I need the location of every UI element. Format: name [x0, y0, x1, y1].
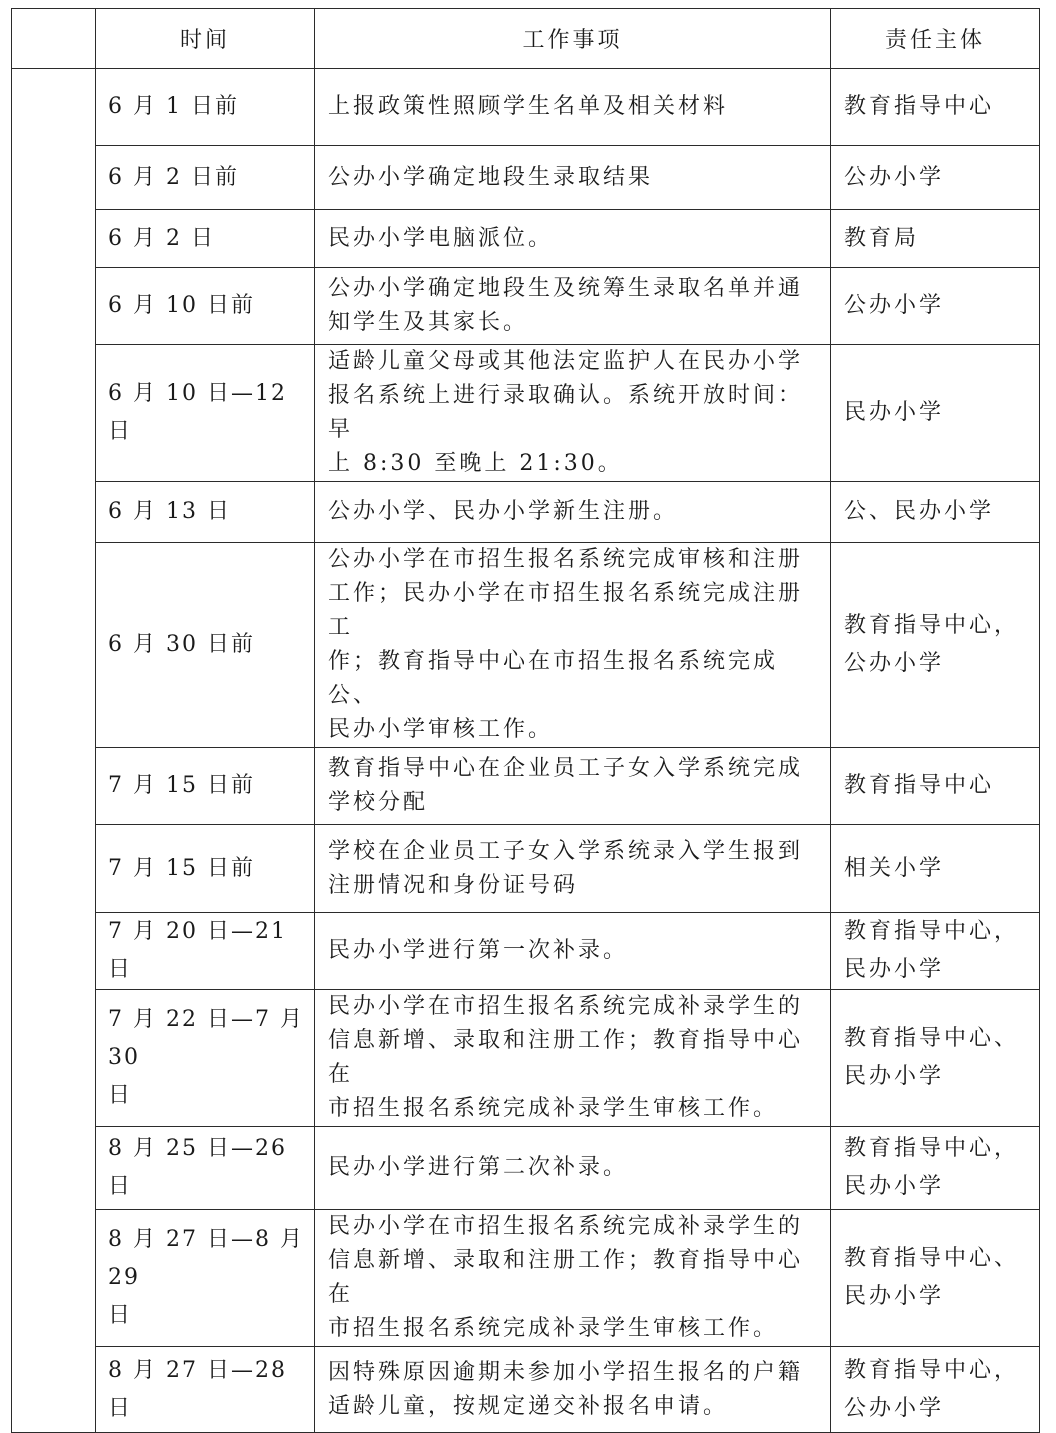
row-owner: 教育局: [844, 225, 920, 251]
row-item: 民办小学在市招生报名系统完成补录学生的 信息新增、录取和注册工作；教育指导中心在 市招生报名系统完成补录学生审核工作。: [328, 1214, 804, 1341]
row-owner: 公办小学: [844, 293, 945, 318]
row-owner: 公、民办小学: [844, 499, 995, 524]
row-owner: 公办小学: [844, 164, 945, 190]
row-owner: 教育指导中心: [844, 773, 995, 798]
row-owner: 教育指导中心， 公办小学: [844, 613, 1020, 676]
table-row: [12, 913, 1040, 990]
header-item: 工作事项: [315, 9, 831, 69]
row-time: 6 月 1 日前: [108, 94, 239, 119]
table-row: [12, 990, 1040, 1127]
table-row: [12, 1347, 1040, 1433]
table-row: [12, 345, 1040, 482]
row-time: 7 月 15 日前: [108, 855, 255, 881]
row-item: 公办小学、民办小学新生注册。: [328, 499, 679, 524]
row-time: 6 月 10 日—12 日: [108, 381, 287, 444]
row-time: 6 月 2 日前: [108, 164, 239, 190]
row-time: 7 月 20 日—21 日: [108, 919, 287, 982]
row-item: 上报政策性照顾学生名单及相关材料: [328, 94, 729, 119]
table-row: [12, 543, 1040, 748]
row-owner: 教育指导中心， 公办小学: [844, 1357, 1020, 1421]
table-row: [12, 482, 1040, 543]
row-owner: 民办小学: [844, 400, 945, 425]
row-item: 民办小学电脑派位。: [328, 225, 554, 251]
row-time: 8 月 27 日—28 日: [108, 1357, 287, 1421]
table-row: [12, 146, 1040, 210]
row-owner: 教育指导中心、 民办小学: [844, 1246, 1020, 1309]
header-time: 时间: [96, 9, 315, 69]
row-time: 7 月 15 日前: [108, 773, 255, 798]
table-row: [12, 69, 1040, 146]
row-time: 6 月 30 日前: [108, 632, 255, 657]
schedule-document: [11, 8, 1039, 1433]
row-item: 教育指导中心在企业员工子女入学系统完成 学校分配: [328, 756, 804, 815]
row-time: 7 月 22 日—7 月 30 日: [108, 1007, 304, 1108]
schedule-table: [11, 8, 1040, 1433]
row-owner: 教育指导中心， 民办小学: [844, 1136, 1020, 1199]
table-row: [12, 268, 1040, 345]
row-time: 8 月 27 日—8 月 29 日: [108, 1227, 304, 1328]
row-owner: 教育指导中心: [844, 94, 995, 119]
row-item: 公办小学确定地段生及统筹生录取名单并通 知学生及其家长。: [328, 276, 804, 335]
table-row: [12, 1210, 1040, 1347]
row-item: 适龄儿童父母或其他法定监护人在民办小学 报名系统上进行录取确认。系统开放时间：早 上 8:30 至晚上 21:30。: [328, 349, 804, 476]
header-row: [12, 9, 1040, 69]
header-blank: [12, 9, 96, 69]
row-time: 6 月 2 日: [108, 225, 215, 251]
row-owner: 相关小学: [844, 855, 945, 881]
table-row: [12, 748, 1040, 825]
row-item: 公办小学确定地段生录取结果: [328, 164, 654, 190]
table-row: [12, 1127, 1040, 1210]
table-row: [12, 210, 1040, 268]
row-item: 公办小学在市招生报名系统完成审核和注册 工作；民办小学在市招生报名系统完成注册工 作；教育指导中心在市招生报名系统完成公、 民办小学审核工作。: [328, 547, 804, 742]
header-owner: 责任主体: [831, 9, 1040, 69]
row-owner: 教育指导中心、 民办小学: [844, 1026, 1020, 1089]
row-item: 民办小学在市招生报名系统完成补录学生的 信息新增、录取和注册工作；教育指导中心在 市招生报名系统完成补录学生审核工作。: [328, 994, 804, 1121]
row-item: 民办小学进行第一次补录。: [328, 938, 629, 963]
row-item: 民办小学进行第二次补录。: [328, 1155, 629, 1180]
row-item: 学校在企业员工子女入学系统录入学生报到 注册情况和身份证号码: [328, 838, 804, 898]
row-owner: 教育指导中心， 民办小学: [844, 919, 1020, 982]
row-time: 6 月 13 日: [108, 499, 231, 524]
row-time: 6 月 10 日前: [108, 293, 255, 318]
row-item: 因特殊原因逾期未参加小学招生报名的户籍 适龄儿童，按规定递交补报名申请。: [328, 1359, 804, 1419]
row-time: 8 月 25 日—26 日: [108, 1136, 287, 1199]
table-row: [12, 825, 1040, 913]
blank-column: [12, 69, 96, 1433]
